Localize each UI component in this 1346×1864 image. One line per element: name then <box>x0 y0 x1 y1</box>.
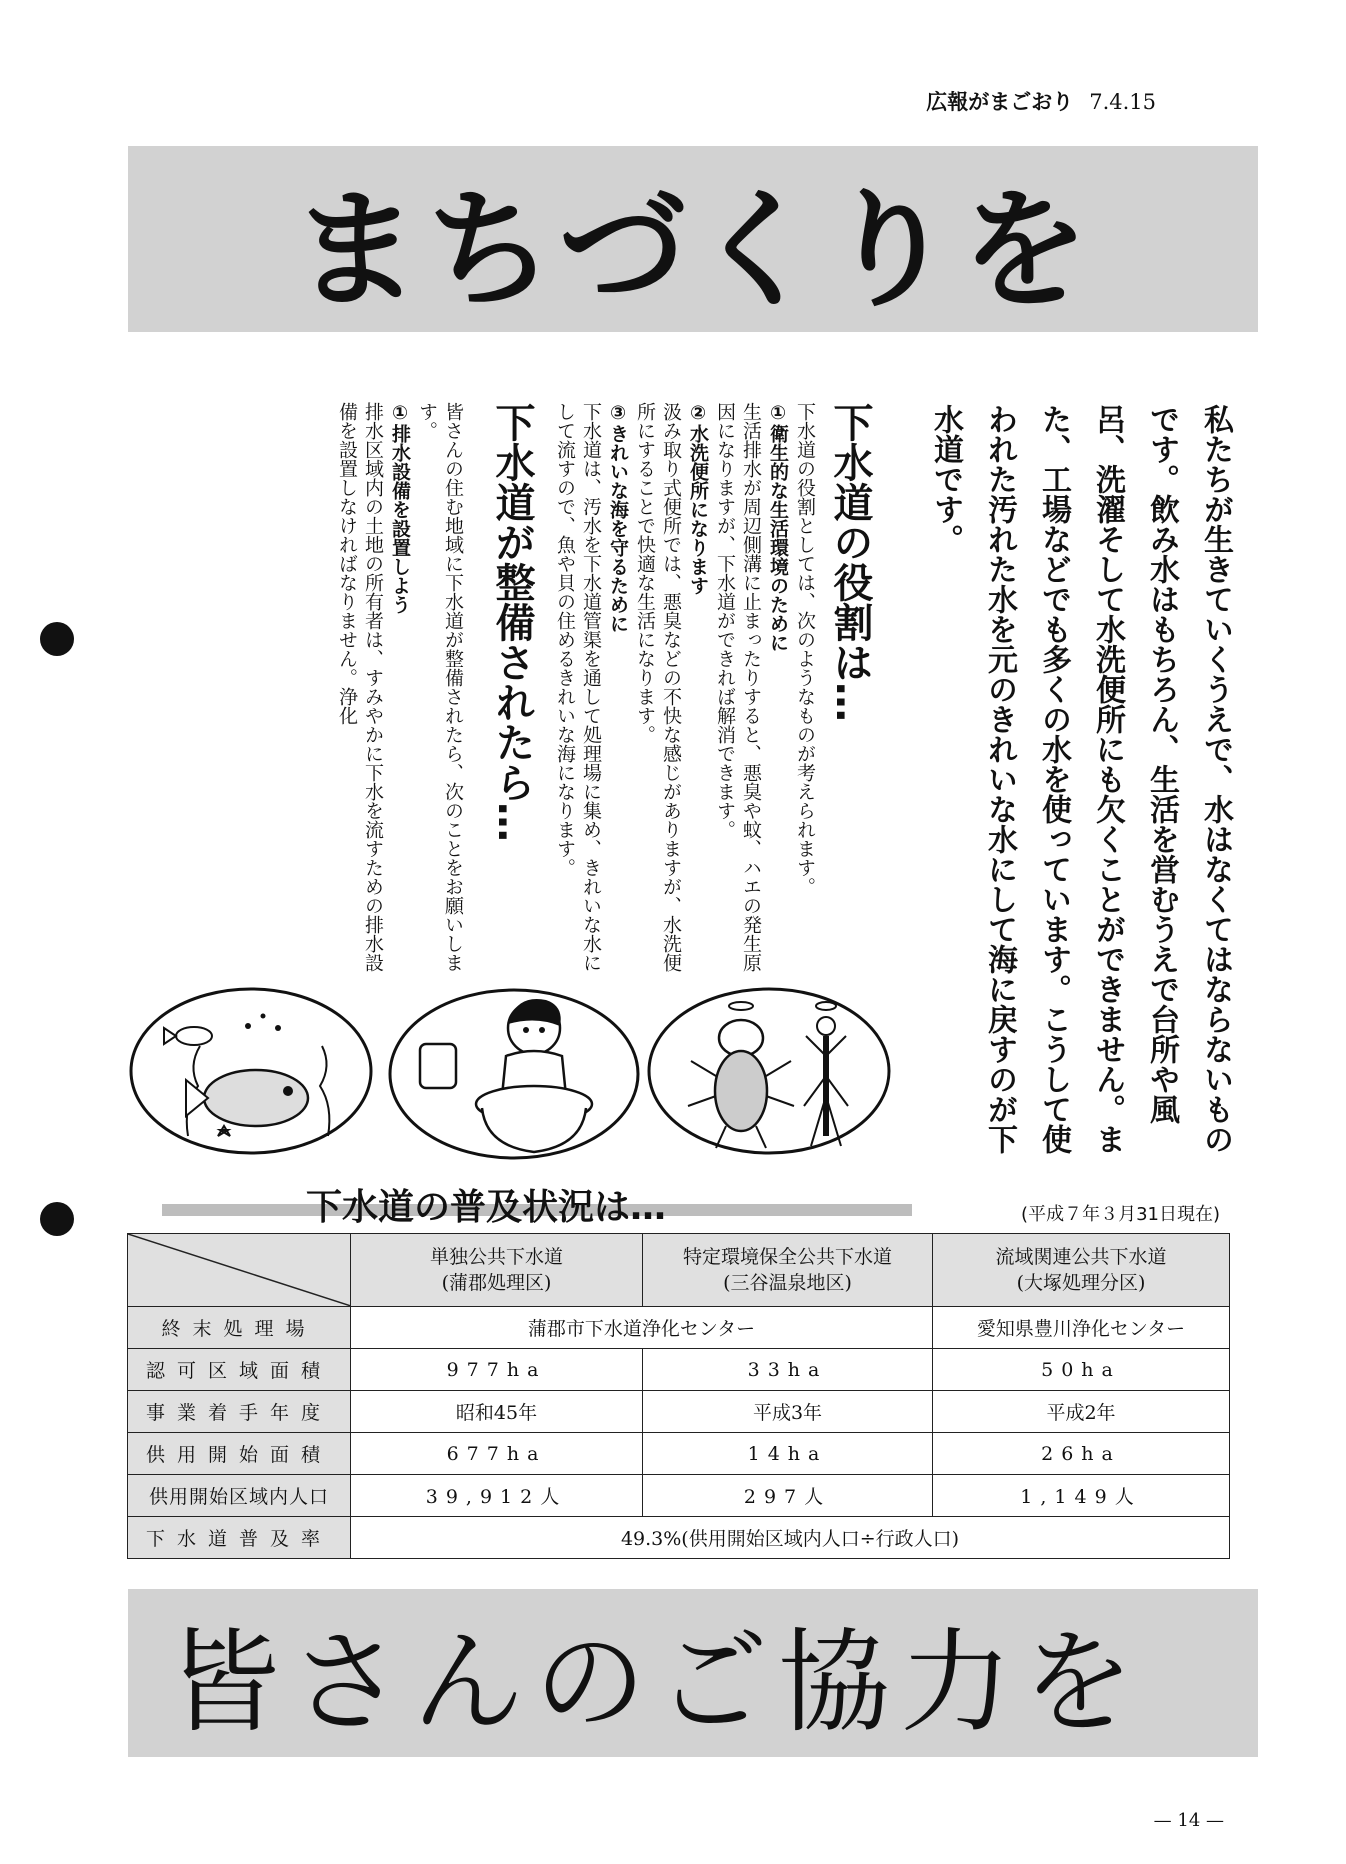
role-item-title: ②水洗便所になります <box>687 402 709 595</box>
issue-date: 7.4.15 <box>1089 90 1156 114</box>
table-cell: 14ha <box>643 1433 933 1475</box>
table-cell: 愛知県豊川浄化センター <box>933 1307 1230 1349</box>
header-corner-cell <box>128 1234 351 1307</box>
insects-illustration <box>646 986 892 1156</box>
table-row <box>128 1517 1230 1559</box>
column-header: 特定環境保全公共下水道 (三谷温泉地区) <box>643 1234 933 1307</box>
role-item-text: 生活排水が周辺側溝に止まったりすると、悪臭や蚊、ハエの発生原因になりますが、下水道ができれば解消できます。 <box>714 402 762 972</box>
row-label: 終末処理場 <box>128 1307 351 1349</box>
intro-paragraph: 私たちが生きていくうえで、水はなくてはならないものです。飲み水はもちろん、生活を営むうえで台所や風呂、洗濯そして水洗便所にも欠くことができません。また、工場などでも多くの水を使っています。こうして使われた汚れた水を元のきれいな水にして海に戻すのが下水道です。 <box>928 404 1233 1154</box>
after-item-title: ①排水設備を設置しよう <box>389 402 411 614</box>
binder-hole-icon <box>40 622 74 656</box>
row-label: 供用開始区域内人口 <box>128 1475 351 1517</box>
bottom-banner <box>128 1589 1258 1757</box>
table-cell: 50ha <box>933 1349 1230 1391</box>
fish-illustration <box>128 986 374 1156</box>
page-number: — 14 — <box>1153 1810 1224 1831</box>
table-cell: 677ha <box>351 1433 643 1475</box>
header <box>926 86 1156 116</box>
toilet-illustration <box>386 986 642 1162</box>
role-item-text: 汲み取り式便所では、悪臭などの不快な感じがありますが、水洗便所にすることで快適な生活になります。 <box>634 402 682 972</box>
table-cell: 33ha <box>643 1349 933 1391</box>
row-label: 供用開始面積 <box>128 1433 351 1475</box>
table-cell: 蒲郡市下水道浄化センター <box>351 1307 933 1349</box>
table-row <box>128 1349 1230 1391</box>
table-row <box>128 1475 1230 1517</box>
table-row <box>128 1307 1230 1349</box>
role-item-text: 下水道は、汚水を下水道管渠を通して処理場に集め、きれいな水にして流すので、魚や貝の住めるきれいな海になります。 <box>554 402 602 972</box>
sewer-status-table <box>127 1233 1230 1559</box>
column-header: 単独公共下水道 (蒲郡処理区) <box>351 1234 643 1307</box>
table-cell: 297人 <box>643 1475 933 1517</box>
table-cell: 49.3%(供用開始区域内人口÷行政人口) <box>351 1517 1230 1559</box>
table-cell: 977ha <box>351 1349 643 1391</box>
status-title-text: 下水道の普及状況は… <box>306 1187 667 1228</box>
top-banner <box>128 146 1258 332</box>
role-lead: 下水道の役割としては、次のようなものが考えられます。 <box>794 402 816 896</box>
table-row <box>128 1391 1230 1433</box>
role-item-title: ③きれいな海を守るために <box>607 402 629 633</box>
after-heading: 下水道が整備されたら… <box>489 402 535 842</box>
column-header: 流域関連公共下水道 (大塚処理分区) <box>933 1234 1230 1307</box>
after-item-text: 排水区域内の土地の所有者は、すみやかに下水を流すための排水設備を設置しなければなりません。浄化 <box>336 402 384 972</box>
table-cell: 39,912人 <box>351 1475 643 1517</box>
table-cell: 1,149人 <box>933 1475 1230 1517</box>
after-lead: 皆さんの住む地域に下水道が整備されたら、次のことをお願いします。 <box>416 402 464 972</box>
row-label: 認可区域面積 <box>128 1349 351 1391</box>
table-cell: 平成3年 <box>643 1391 933 1433</box>
binder-hole-icon <box>40 1202 74 1236</box>
role-item-title: ①衛生的な生活環境のために <box>767 402 789 652</box>
table-cell: 平成2年 <box>933 1391 1230 1433</box>
as-of-date: (平成７年３月31日現在) <box>1021 1204 1220 1225</box>
row-label: 事業着手年度 <box>128 1391 351 1433</box>
row-label: 下水道普及率 <box>128 1517 351 1559</box>
top-banner-title: まちづくりを <box>291 175 1095 325</box>
table-cell: 26ha <box>933 1433 1230 1475</box>
table-row <box>128 1433 1230 1475</box>
bottom-banner-title: 皆さんのご協力を <box>168 1617 1144 1748</box>
role-heading: 下水道の役割は… <box>827 402 873 722</box>
publication-name: 広報がまごおり <box>926 90 1074 114</box>
status-section-title <box>162 1186 982 1230</box>
article-body <box>154 402 890 982</box>
table-cell: 昭和45年 <box>351 1391 643 1433</box>
table-header-row <box>128 1234 1230 1307</box>
